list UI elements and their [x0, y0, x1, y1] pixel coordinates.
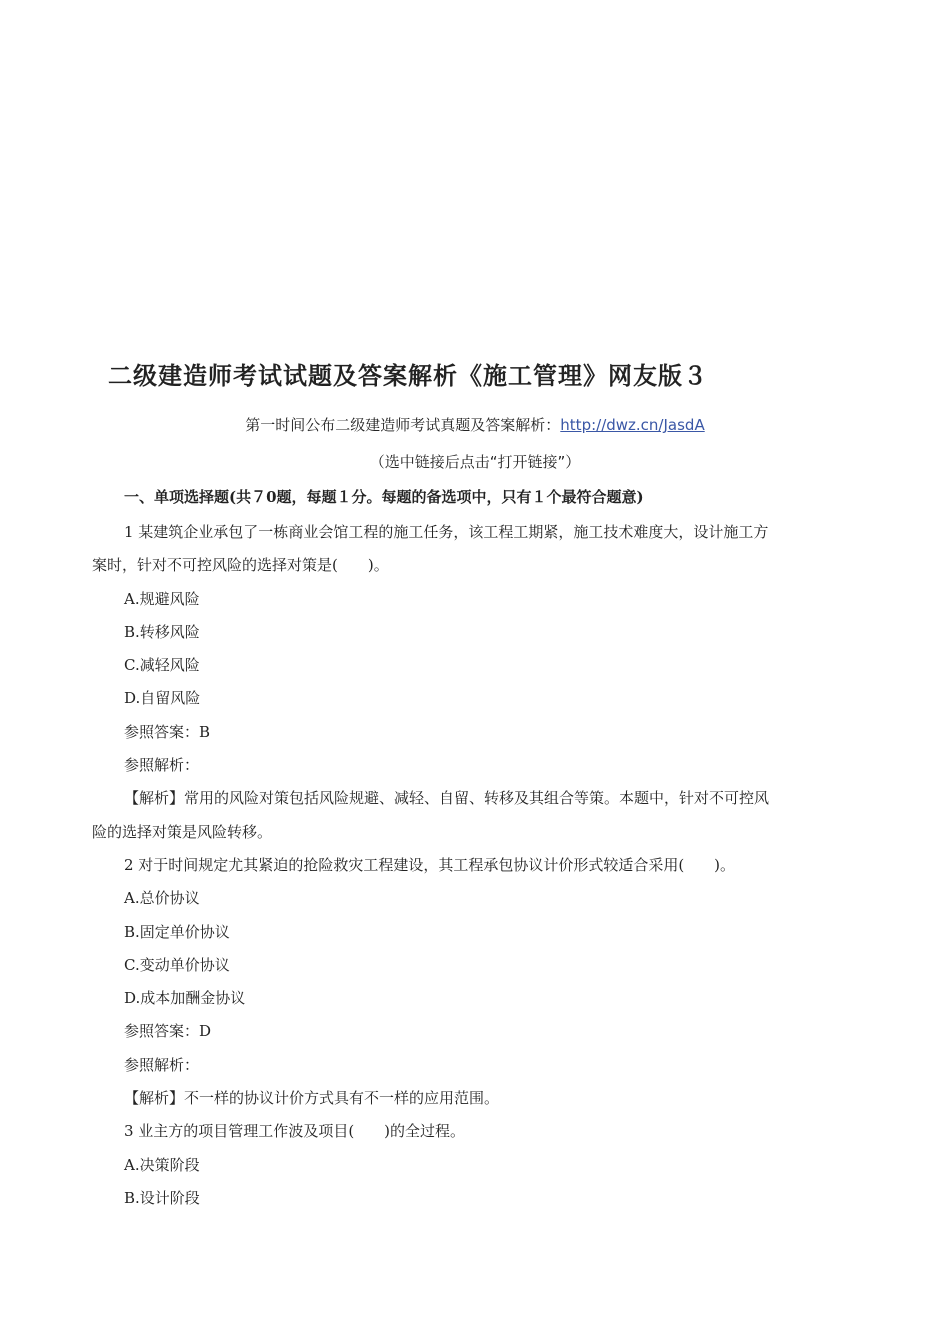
- option-line: B.设计阶段: [124, 1188, 200, 1207]
- section-heading: 一、单项选择题(共７0题，每题１分。每题的备选项中，只有１个最符合题意): [124, 488, 644, 506]
- link-note: （选中链接后点击“打开链接”）: [369, 453, 581, 471]
- analysis-label: 参照解析：: [124, 756, 200, 775]
- question-body: [0, 516, 950, 1215]
- option-line: B.固定单价协议: [124, 922, 230, 941]
- question-line: 2 对于时间规定尤其紧迫的抢险救灾工程建设，其工程承包协议计价形式较适合采用( )。: [124, 855, 736, 874]
- analysis-text: 险的选择对策是风险转移。: [92, 822, 273, 841]
- option-line: A.总价协议: [124, 889, 200, 908]
- option-line: A.决策阶段: [124, 1155, 200, 1174]
- answer-line: 参照答案：D: [124, 1022, 212, 1041]
- text-line: 1 某建筑企业承包了一栋商业会馆工程的施工任务，该工程工期紧，施工技术难度大，设计施工方: [124, 523, 769, 541]
- option-line: C.减轻风险: [124, 656, 200, 675]
- subtitle-line: [0, 414, 950, 435]
- option-line: C.变动单价协议: [124, 955, 230, 974]
- option-line: A.规避风险: [124, 589, 200, 608]
- option-line: B.转移风险: [124, 622, 200, 641]
- answer-link[interactable]: http://dwz.cn/JasdA: [560, 416, 705, 434]
- option-line: D.成本加酬金协议: [124, 989, 246, 1008]
- answer-line: 参照答案：B: [124, 722, 211, 741]
- analysis-text: 【解析】不一样的协议计价方式具有不一样的应用范围。: [124, 1089, 500, 1108]
- option-line: D.自留风险: [124, 689, 201, 708]
- analysis-text: 【解析】常用的风险对策包括风险规避、减轻、自留、转移及其组合等策。本题中，针对不可控风: [124, 789, 770, 808]
- document-title: 二级建造师考试试题及答案解析《施工管理》网友版３: [108, 361, 708, 390]
- text-line: 案时，针对不可控风险的选择对策是( )。: [92, 556, 389, 575]
- subtitle-prefix: 第一时间公布二级建造师考试真题及答案解析：: [245, 416, 561, 434]
- analysis-label: 参照解析：: [124, 1055, 200, 1074]
- question-line: 3 业主方的项目管理工作波及项目( )的全过程。: [124, 1122, 466, 1141]
